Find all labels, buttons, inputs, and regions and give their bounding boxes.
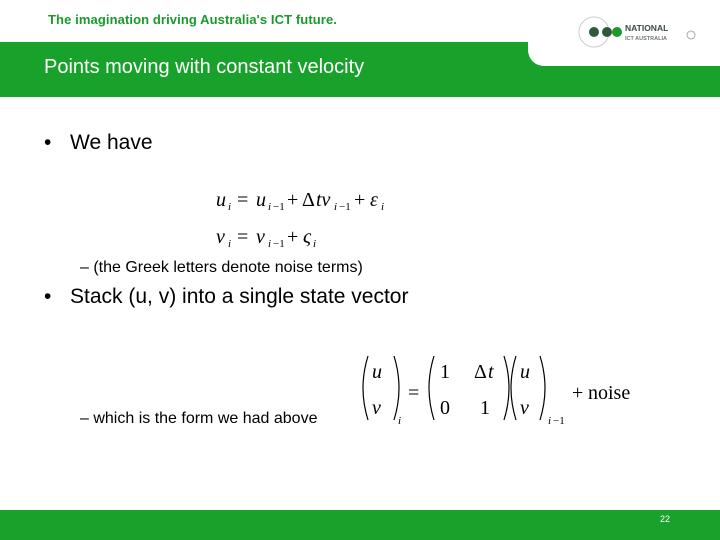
svg-text:t: t (488, 361, 494, 383)
footer-bar (0, 510, 720, 540)
svg-text:Δ: Δ (474, 361, 487, 383)
logo-wordmark-2: ICT AUSTRALIA (625, 36, 667, 42)
logo-wordmark-1: NATIONAL (625, 23, 669, 33)
svg-text:−1: −1 (339, 201, 351, 213)
svg-text:u: u (520, 361, 530, 383)
svg-text:−1: −1 (273, 238, 285, 250)
svg-text:i: i (381, 201, 385, 213)
nicta-logo (576, 12, 700, 52)
logo-ring-icon (687, 31, 695, 39)
svg-text:+: + (572, 382, 584, 404)
svg-text:1: 1 (440, 361, 450, 383)
logo-dot-icon (602, 27, 612, 37)
svg-text:i: i (268, 201, 272, 213)
bullet-dot-icon: • (44, 285, 52, 308)
equation-motion-model (214, 180, 424, 252)
slide-title: Points moving with constant velocity (44, 56, 365, 78)
svg-text:ς: ς (303, 226, 312, 248)
page-number: 22 (659, 514, 670, 524)
svg-text:i: i (548, 415, 552, 427)
equation-state-vector (356, 352, 656, 430)
svg-text:−1: −1 (553, 415, 565, 427)
svg-text:i: i (334, 201, 338, 213)
svg-text:noise: noise (588, 382, 631, 404)
svg-text:u: u (256, 189, 266, 211)
svg-text:=: = (408, 382, 420, 404)
svg-text:u: u (372, 361, 382, 383)
bullet-text: Stack (u, v) into a single state vector (70, 285, 409, 308)
svg-text:u: u (216, 189, 226, 211)
svg-text:v: v (256, 226, 265, 248)
svg-text:tv: tv (316, 189, 331, 211)
svg-text:i: i (398, 415, 402, 427)
svg-text:=: = (237, 189, 249, 211)
svg-text:i: i (228, 201, 232, 213)
svg-text:i: i (313, 238, 317, 250)
svg-text:+: + (287, 189, 299, 211)
tagline: The imagination driving Australia's ICT future. (48, 12, 338, 27)
svg-text:−1: −1 (273, 201, 285, 213)
bullet-text: We have (70, 131, 153, 154)
svg-text:Δ: Δ (302, 189, 315, 211)
logo-dot-icon (612, 27, 622, 37)
svg-text:1: 1 (480, 397, 490, 419)
svg-text:v: v (520, 397, 529, 419)
svg-text:i: i (268, 238, 272, 250)
svg-text:v: v (216, 226, 225, 248)
bullet-stack (44, 285, 408, 309)
svg-text:0: 0 (440, 397, 450, 419)
svg-text:i: i (228, 238, 232, 250)
svg-text:=: = (237, 226, 249, 248)
bullet-we-have (44, 131, 153, 155)
svg-text:v: v (372, 397, 381, 419)
bullet-dot-icon: • (44, 131, 52, 154)
svg-text:ε: ε (370, 189, 378, 211)
svg-text:+: + (287, 226, 299, 248)
sub-bullet-noise: – (the Greek letters denote noise terms) (80, 259, 363, 276)
svg-text:+: + (354, 189, 366, 211)
sub-bullet-form: – which is the form we had above (80, 410, 318, 427)
logo-dot-icon (589, 27, 599, 37)
